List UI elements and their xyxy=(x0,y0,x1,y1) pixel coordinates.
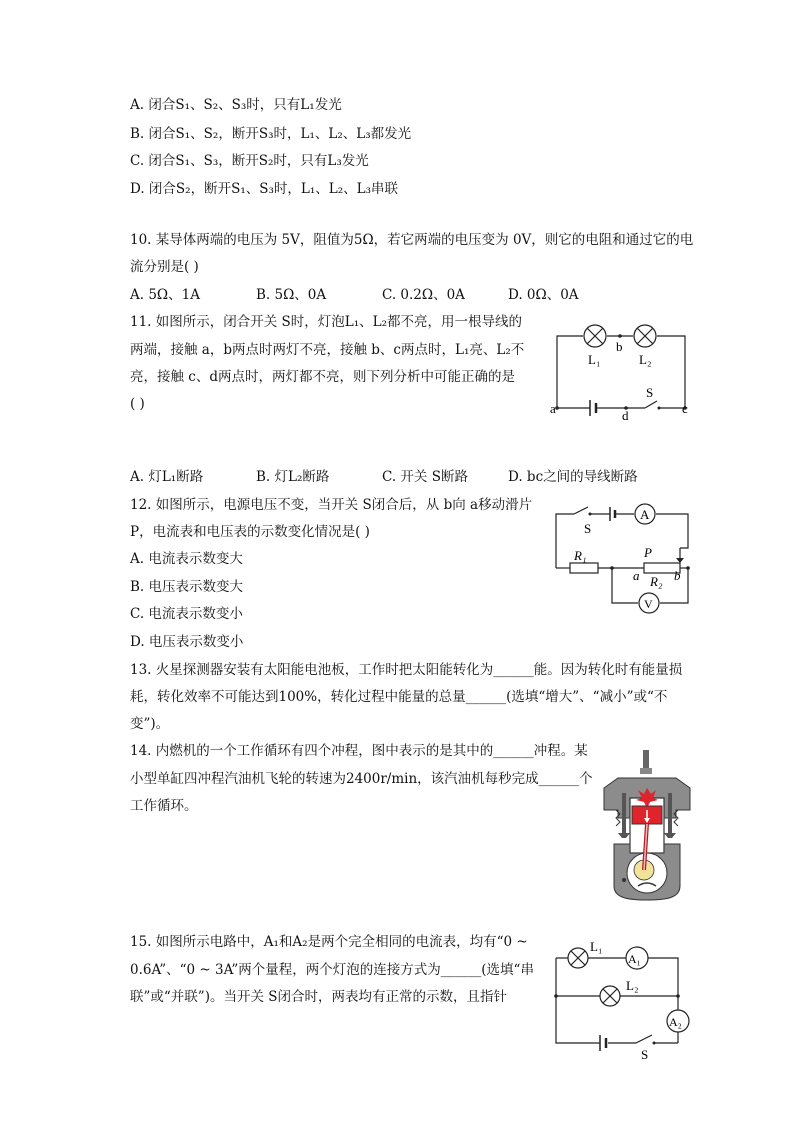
lamp-icon xyxy=(568,948,588,968)
q12-option-d: D. 电压表示数变小 xyxy=(130,634,244,650)
q12-circuit-diagram xyxy=(550,500,695,620)
q10-stem-line2: 流分别是( ) xyxy=(130,259,199,275)
label-voltmeter: V xyxy=(644,597,653,611)
q11-option-b: B. 灯L₂断路 xyxy=(256,469,330,485)
q15-circuit-diagram xyxy=(548,938,696,1063)
label-l2: L₂ xyxy=(626,978,639,993)
lamp-icon xyxy=(634,325,656,347)
label-d: d xyxy=(622,408,629,423)
q11-circuit-diagram xyxy=(545,318,695,428)
label-ammeter: A xyxy=(640,507,650,522)
label-a2: A₂ xyxy=(669,1015,682,1029)
q11-stem-line4: ( ) xyxy=(130,396,145,412)
q15-stem-line3: 联”或“并联”)。当开关 S闭合时，两表均有正常的示数，且指针 xyxy=(130,989,508,1005)
q11-stem-line1: 11. 如图所示，闭合开关 S时，灯泡L₁、L₂都不亮，用一根导线的 xyxy=(130,314,523,330)
q13-stem-line1: 13. 火星探测器安装有太阳能电池板，工作时把太阳能转化为______能。因为转化时有能量损 xyxy=(130,662,683,678)
label-s: S xyxy=(646,385,654,400)
label-p: P xyxy=(644,545,652,560)
label-l1: L₁ xyxy=(590,939,603,954)
label-s: S xyxy=(584,521,592,536)
q10-option-d: D. 0Ω、0A xyxy=(508,287,579,303)
ammeter-icon xyxy=(667,1010,689,1032)
ammeter-icon xyxy=(635,504,655,524)
q12-option-b: B. 电压表示数变大 xyxy=(130,579,244,595)
q14-stem-line1: 14. 内燃机的一个工作循环有四个冲程，图中表示的是其中的______冲程。某 xyxy=(130,743,588,759)
q15-stem-line2: 0.6A”、“0 ~ 3A”两个量程，两个灯泡的连接方式为______(选填“串 xyxy=(130,962,534,978)
q10-option-c: C. 0.2Ω、0A xyxy=(382,287,465,303)
q15-stem-line1: 15. 如图所示电路中，A₁和A₂是两个完全相同的电流表，均有“0 ~ xyxy=(130,934,528,950)
q10-stem-line1: 10. 某导体两端的电压为 5V，阻值为5Ω，若它两端的电压变为 0V，则它的电阻和通过它的电 xyxy=(130,232,694,248)
lamp-icon xyxy=(600,986,620,1006)
voltmeter-icon xyxy=(639,593,659,613)
q11-stem-line2: 两端，接触 a，b两点时两灯不亮，接触 b、c两点时，L₁亮、L₂不 xyxy=(130,342,525,358)
ammeter-icon xyxy=(626,947,648,969)
label-s: S xyxy=(641,1047,649,1062)
q10-option-a: A. 5Ω、1A xyxy=(130,287,200,303)
q11-option-c: C. 开关 S断路 xyxy=(382,469,468,485)
label-l2: L₂ xyxy=(639,352,652,367)
q9-option-a: A. 闭合S₁、S₂、S₃时，只有L₁发光 xyxy=(130,97,342,113)
label-b: b xyxy=(616,339,623,354)
q14-stem-line2: 小型单缸四冲程汽油机飞轮的转速为2400r/min，该汽油机每秒完成______个 xyxy=(130,771,593,787)
q9-option-d: D. 闭合S₂，断开S₁、S₃时，L₁、L₂、L₃串联 xyxy=(130,181,399,197)
q12-stem-line1: 12. 如图所示，电源电压不变，当开关 S闭合后，从 b向 a移动滑片 xyxy=(130,497,533,513)
q11-option-d: D. bc之间的导线断路 xyxy=(508,469,638,485)
q10-option-b: B. 5Ω、0A xyxy=(256,287,327,303)
q11-stem-line3: 亮，接触 c、d两点时，两灯都不亮，则下列分析中可能正确的是 xyxy=(130,369,515,385)
engine-diagram-icon xyxy=(598,748,696,903)
q14-stem-line3: 工作循环。 xyxy=(130,798,198,814)
label-r2: R₂ xyxy=(650,574,663,589)
label-r1: R₁ xyxy=(574,548,587,563)
label-l1: L₁ xyxy=(588,352,601,367)
q13-stem-line3: 变”)。 xyxy=(130,716,170,732)
q12-option-c: C. 电流表示数变小 xyxy=(130,606,243,622)
q12-option-a: A. 电流表示数变大 xyxy=(130,551,243,567)
label-a: a xyxy=(550,401,556,416)
lamp-icon xyxy=(584,325,606,347)
label-c: c xyxy=(682,401,688,416)
q13-stem-line2: 耗，转化效率不可能达到100%，转化过程中能量的总量______(选填“增大”、“减小”或“不 xyxy=(130,689,668,705)
label-a: a xyxy=(633,568,640,583)
q12-stem-line2: P，电流表和电压表的示数变化情况是( ) xyxy=(130,524,370,540)
q9-option-b: B. 闭合S₁、S₂，断开S₃时，L₁、L₂、L₃都发光 xyxy=(130,126,412,142)
q11-option-a: A. 灯L₁断路 xyxy=(130,469,204,485)
q9-option-c: C. 闭合S₁、S₃，断开S₂时，只有L₃发光 xyxy=(130,153,369,169)
label-a1: A₁ xyxy=(628,952,641,966)
label-b: b xyxy=(674,568,681,583)
